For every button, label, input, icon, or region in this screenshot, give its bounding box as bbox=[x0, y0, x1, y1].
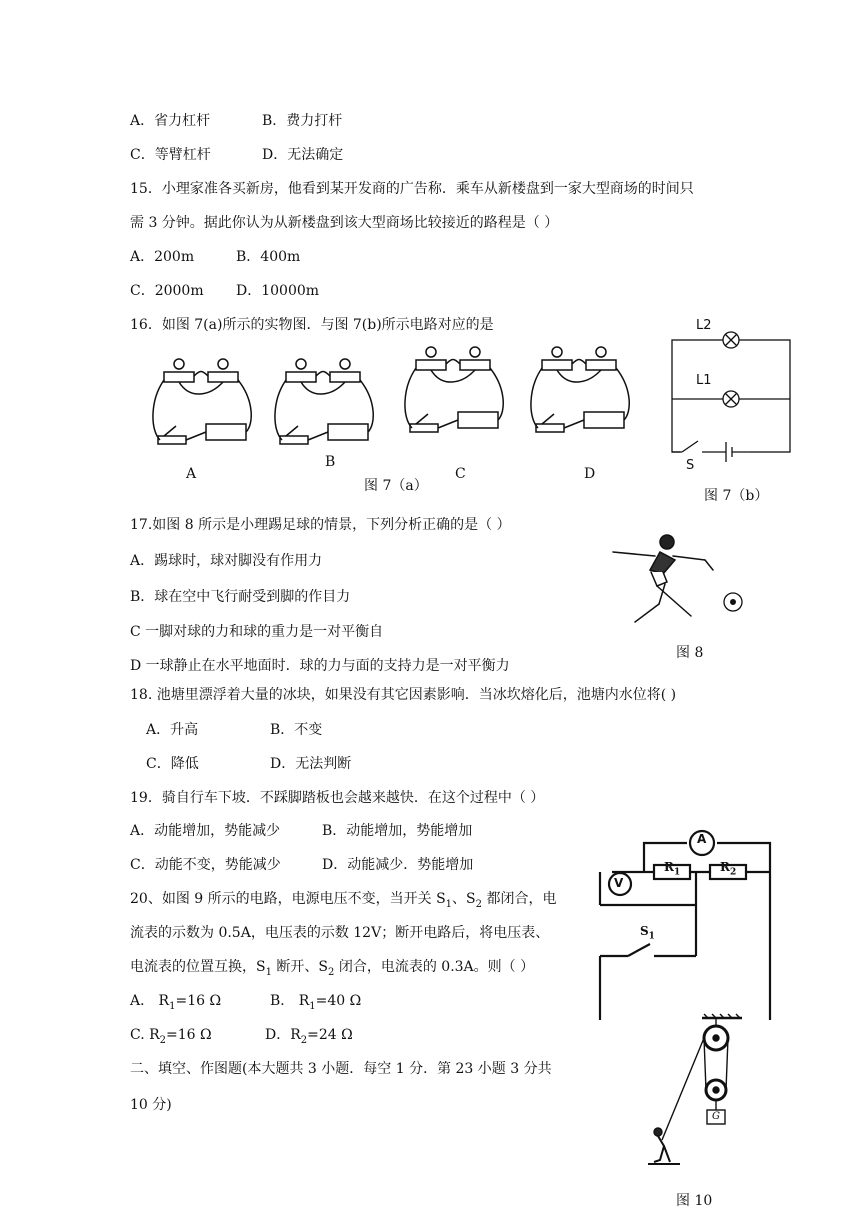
figure-10-caption: 图 10 bbox=[676, 1193, 713, 1209]
figure-7a-physical-circuits bbox=[150, 340, 640, 455]
q19-option-d: D．动能减少．势能增加 bbox=[322, 857, 474, 873]
option-label-b: B bbox=[325, 454, 336, 470]
q19-option-c: C．动能不变，势能减少 bbox=[130, 857, 281, 873]
q18-option-a: A．升高 bbox=[146, 722, 199, 738]
q17-option-d: D 一球静止在水平地面时．球的力与面的支持力是一对平衡力 bbox=[130, 658, 510, 674]
figure-8-caption: 图 8 bbox=[676, 645, 704, 661]
q17-option-c: C 一脚对球的力和球的重力是一对平衡自 bbox=[130, 624, 384, 640]
voltmeter-label: V bbox=[614, 876, 624, 890]
q16-stem: 16．如图 7(a)所示的实物图．与图 7(b)所示电路对应的是 bbox=[130, 317, 494, 333]
resistor-r1-label: $R_1$ bbox=[664, 860, 681, 878]
q18-option-b: B．不变 bbox=[270, 722, 323, 738]
q20-stem-line1: 20、如图 9 所示的电路，电源电压不变，当开关 $S_1$、$S_2$ 都闭合，电 bbox=[130, 891, 557, 910]
q19-option-a: A．动能增加，势能减少 bbox=[130, 823, 281, 839]
q20-option-b: B． $R_1=40$ Ω bbox=[270, 993, 362, 1012]
q19-stem: 19．骑自行车下坡．不踩脚踏板也会越来越快．在这个过程中（ ） bbox=[130, 790, 545, 806]
q15-option-a: A．200m bbox=[130, 249, 195, 265]
q20-option-c: C. $R_2=16$ Ω bbox=[130, 1027, 212, 1046]
figure-7b-caption: 图 7（b） bbox=[704, 488, 769, 504]
q20-option-d: D．$R_2=24$ Ω bbox=[265, 1027, 353, 1046]
q18-option-d: D．无法判断 bbox=[270, 756, 352, 772]
q14-option-a: A．省力杠杆 bbox=[130, 113, 211, 129]
option-label-c: C bbox=[455, 466, 466, 482]
q18-stem: 18. 池塘里漂浮着大量的冰块，如果没有其它因素影响．当冰坎熔化后，池塘内水位将( ) bbox=[130, 687, 677, 703]
physical-circuit-d bbox=[531, 347, 629, 432]
label-l1: L1 bbox=[696, 373, 712, 388]
q20-stem-line3: 电流表的位置互换，$S_1$ 断开、$S_2$ 闭合，电流表的 0.3A。则（ ） bbox=[130, 959, 535, 978]
q17-option-b: B．球在空中飞行耐受到脚的作目力 bbox=[130, 589, 351, 605]
physical-circuit-b bbox=[275, 359, 373, 444]
q14-option-c: C．等臂杠杆 bbox=[130, 147, 211, 163]
q20-stem-line2: 流表的示数为 0.5A，电压表的示数 12V；断开电路后，将电压表、 bbox=[130, 925, 550, 941]
q17-option-a: A．踢球时，球对脚没有作用力 bbox=[130, 553, 323, 569]
figure-10-pulley-system bbox=[640, 1010, 750, 1170]
weight-label: G bbox=[712, 1111, 720, 1122]
q14-option-d: D．无法确定 bbox=[262, 147, 344, 163]
ammeter-label: A bbox=[697, 832, 707, 846]
q19-option-b: B．动能增加，势能增加 bbox=[322, 823, 473, 839]
figure-7a-caption: 图 7（a） bbox=[364, 478, 428, 494]
figure-8-football-kick bbox=[605, 530, 755, 625]
option-label-a: A bbox=[186, 466, 197, 482]
figure-7b-schematic bbox=[660, 315, 800, 475]
q15-stem-line1: 15．小理家准各买新房，他看到某开发商的广告称．乘车从新楼盘到一家大型商场的时间只 bbox=[130, 181, 694, 197]
q15-option-b: B．400m bbox=[236, 249, 301, 265]
label-s: S bbox=[686, 458, 695, 473]
q15-stem-line2: 需 3 分钟。据此你认为从新楼盘到该大型商场比较接近的路程是（ ） bbox=[130, 215, 559, 231]
label-l2: L2 bbox=[696, 318, 712, 333]
q15-option-d: D．10000m bbox=[236, 283, 320, 299]
physical-circuit-a bbox=[153, 359, 251, 444]
q14-option-b: B．费力打杆 bbox=[262, 113, 343, 129]
option-label-d: D bbox=[584, 466, 596, 482]
physical-circuit-c bbox=[405, 347, 503, 432]
section-2-heading-line2: 10 分) bbox=[130, 1097, 172, 1113]
q17-stem: 17.如图 8 所示是小理踢足球的情景，下列分析正确的是（ ） bbox=[130, 517, 511, 533]
q18-option-c: C．降低 bbox=[146, 756, 199, 772]
figure-9-circuit bbox=[592, 820, 782, 1020]
q20-option-a: A． $R_1=16$ Ω bbox=[130, 993, 222, 1012]
switch-s1-label: $S_1$ bbox=[640, 924, 655, 942]
section-2-heading-line1: 二、填空、作图题(本大题共 3 小题．每空 1 分．第 23 小题 3 分共 bbox=[130, 1061, 552, 1077]
resistor-r2-label: $R_2$ bbox=[720, 860, 737, 878]
q15-option-c: C．2000m bbox=[130, 283, 204, 299]
